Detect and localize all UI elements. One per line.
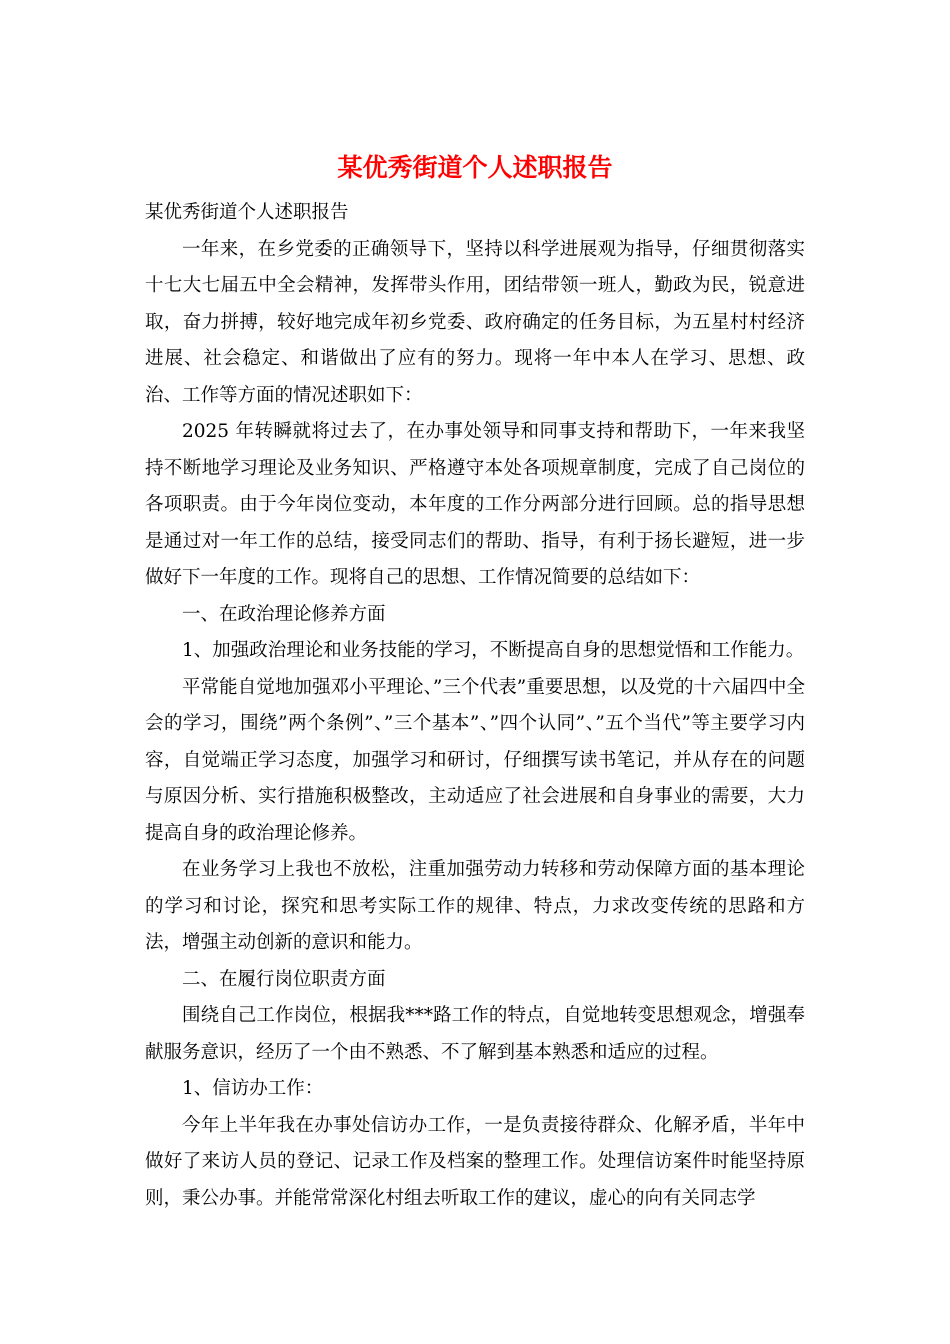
- paragraph-business-study: 在业务学习上我也不放松，注重加强劳动力转移和劳动保障方面的基本理论的学习和讨论，探究和思考实际工作的规律、特点，力求改变传统的思路和方法，增强主动创新的意识和能力。: [145, 859, 805, 953]
- subsection-heading-petition: 1、信访办工作：: [182, 1078, 324, 1099]
- paragraph-petition: 今年上半年我在办事处信访办工作，一是负责接待群众、化解矛盾，半年中做好了来访人员的登记、记录工作及档案的整理工作。处理信访案件时能坚持原则，秉公办事。并能常常深化村组去听取工作的建议，虚心的向有关同志学: [145, 1114, 805, 1209]
- paragraph-summary: 2025 年转瞬就将过去了，在办事处领导和同事支持和帮助下，一年来我坚持不断地学习理论及业务知识、严格遵守本处各项规章制度，完成了自己岗位的各项职责。由于今年岗位变动，本年度的工作分两部分进行回顾。总的指导思想是通过对一年工作的总结，接受同志们的帮助、指导，有利于扬长避短，进一步做好下一年度的工作。现将自己的思想、工作情况简要的总结如下：: [145, 421, 805, 588]
- paragraph-heading: 某优秀街道个人述职报告: [145, 202, 349, 223]
- paragraph-intro: 一年来，在乡党委的正确领导下，坚持以科学进展观为指导，仔细贯彻落实十七大七届五中全会精神，发挥带头作用，团结带领一班人，勤政为民，锐意进取，奋力拼搏，较好地完成年初乡党委、政府确定的任务目标，为五星村村经济进展、社会稳定、和谐做出了应有的努力。现将一年中本人在学习、思想、政治、工作等方面的情况述职如下：: [145, 238, 805, 406]
- paragraph-duties: 围绕自己工作岗位，根据我***路工作的特点，自觉地转变思想观念，增强奉献服务意识，经历了一个由不熟悉、不了解到基本熟悉和适应的过程。: [145, 1005, 805, 1063]
- section-heading-political: 一、在政治理论修养方面: [182, 603, 386, 625]
- document-title: 某优秀街道个人述职报告: [337, 153, 613, 182]
- section-heading-duties: 二、在履行岗位职责方面: [182, 968, 386, 990]
- paragraph-theory: 平常能自觉地加强邓小平理论、”三个代表”重要思想，以及党的十六届四中全会的学习，围绕”两个条例”、”三个基本”、”四个认同”、”五个当代”等主要学习内容，自觉端正学习态度，加强学习和研讨，仔细撰写读书笔记，并从存在的问题与原因分析、实行措施积极整改，主动适应了社会进展和自身事业的需要，大力提高自身的政治理论修养。: [145, 676, 805, 844]
- paragraph-study: 1、加强政治理论和业务技能的学习，不断提高自身的思想觉悟和工作能力。: [182, 640, 805, 661]
- document-body: [145, 195, 805, 1217]
